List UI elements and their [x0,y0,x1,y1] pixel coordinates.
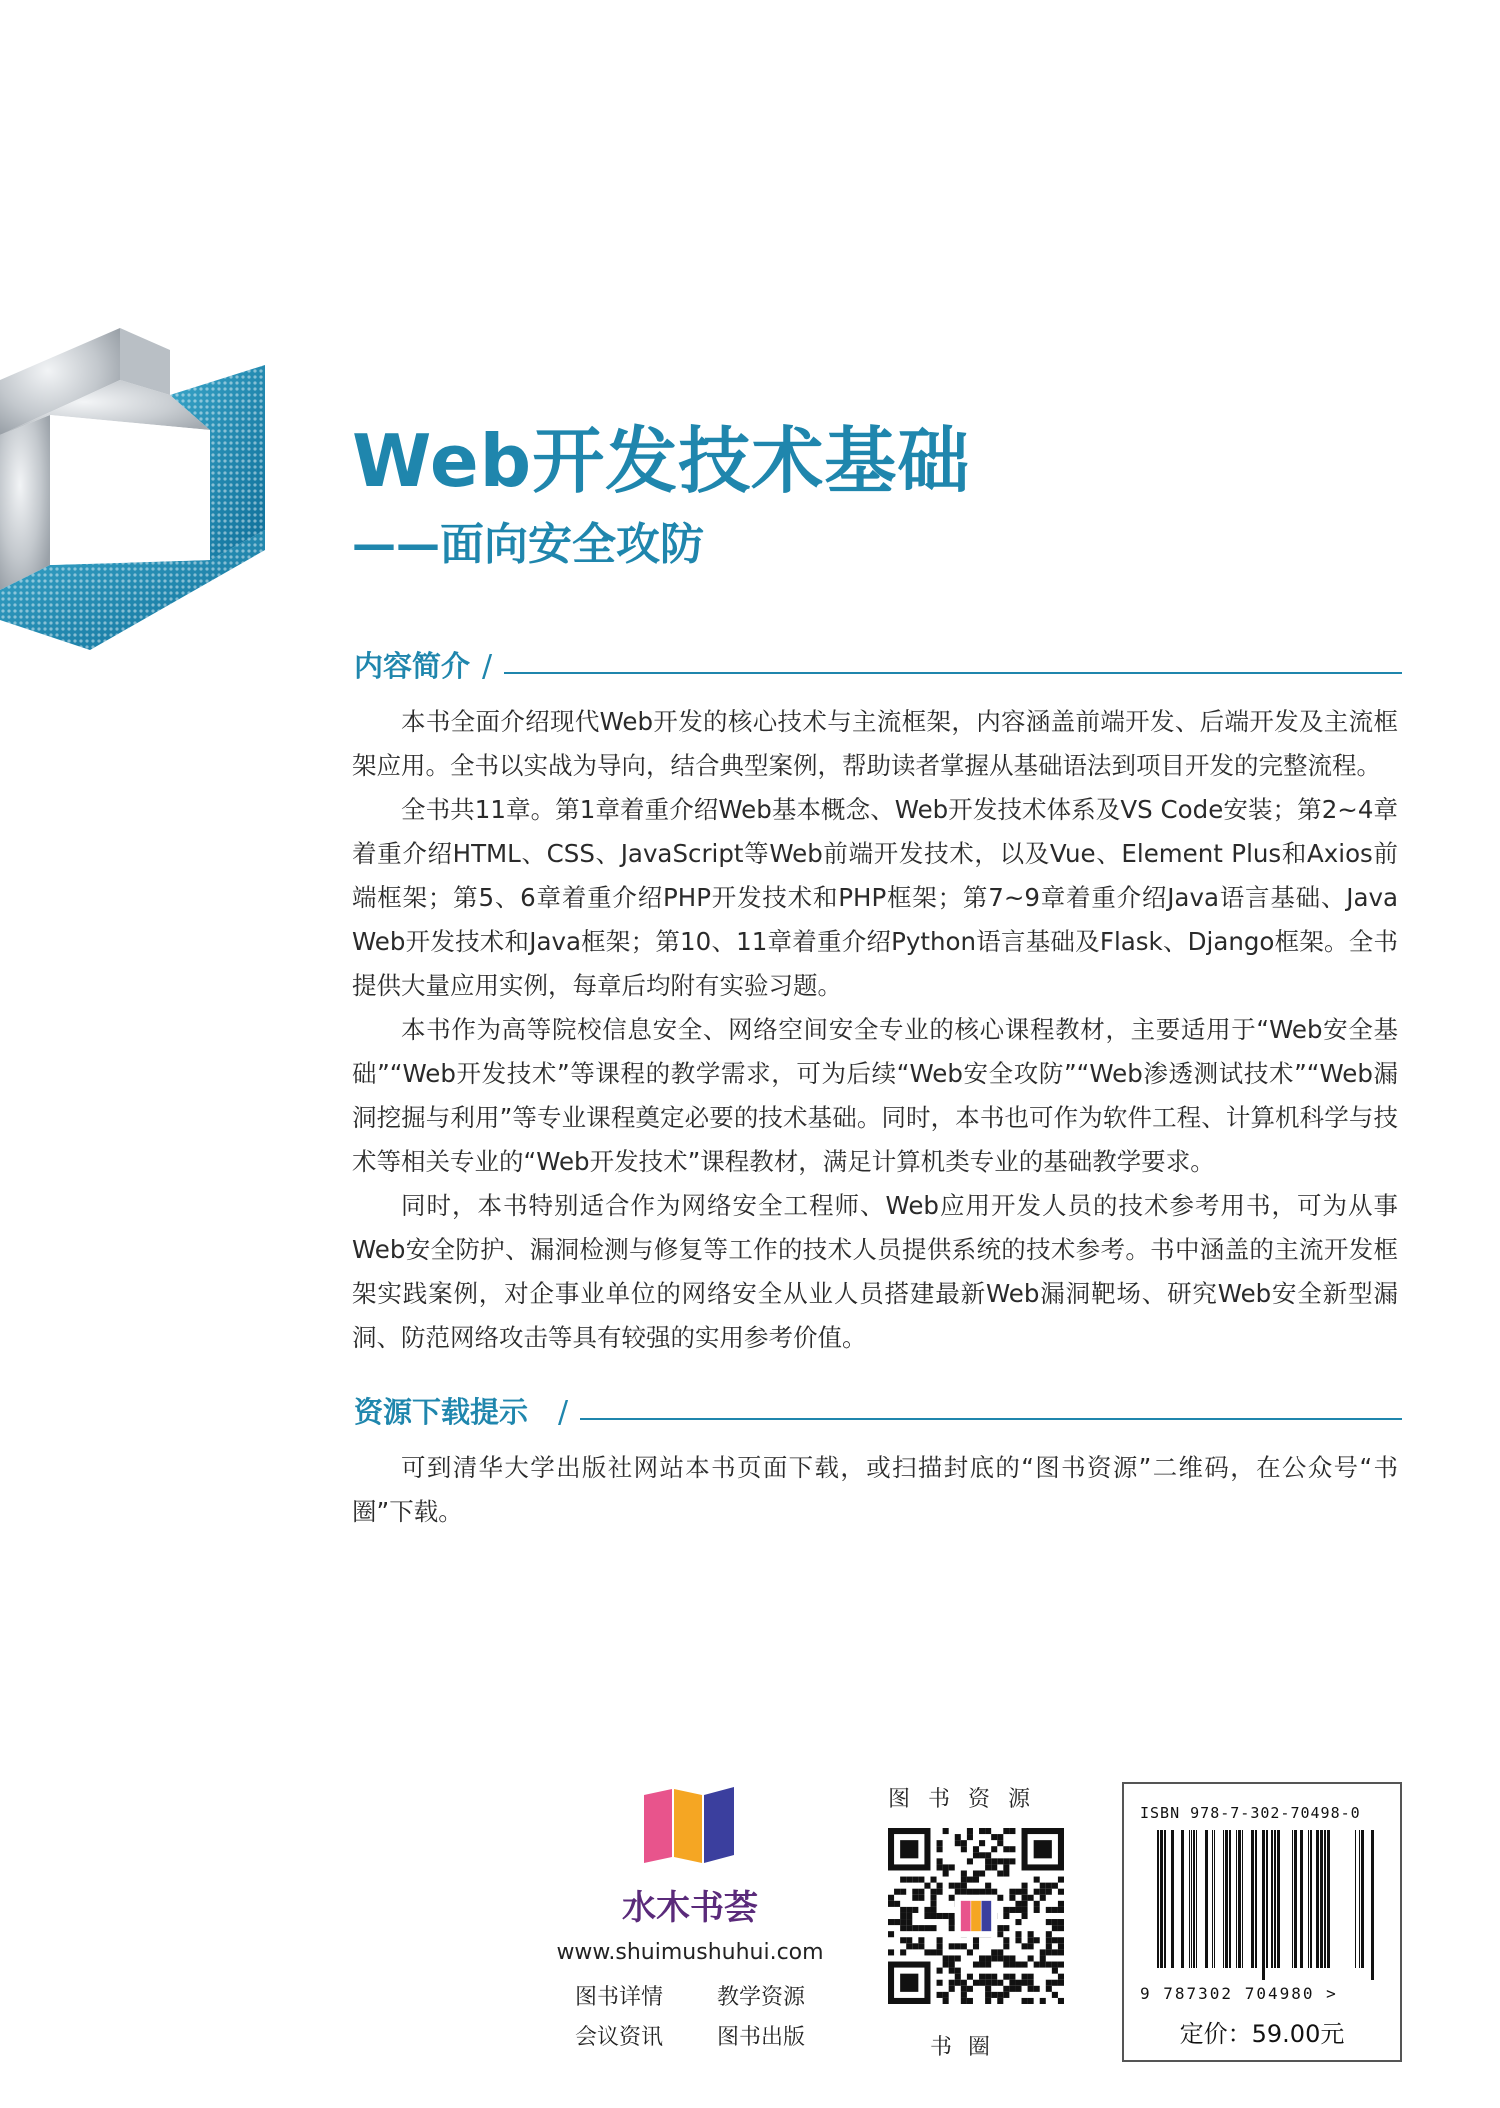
barcode-icon [1142,1830,1378,1980]
qr-title: 图书资源 [888,1787,1049,1812]
publisher-links-row [575,2020,805,2051]
divider-line [504,672,1402,674]
download-body [352,1446,1398,1534]
link-book-publishing: 图书出版 [716,2025,805,2050]
book-subtitle: ——面向安全攻防 [352,519,704,570]
hexagon-art-icon [0,320,270,660]
book-title: Web开发技术基础 [352,419,971,503]
paragraph: 同时，本书特别适合作为网络安全工程师、Web应用开发人员的技术参考用书，可为从事Web安全防护、漏洞检测与修复等工作的技术人员提供系统的技术参考。书中涵盖的主流开发框架实践案例，对企事业单位的网络安全从业人员搭建最新Web漏洞靶场、研究Web安全新型漏洞、防范网络攻击等具有较强的实用参考价值。 [352,1191,1398,1352]
publisher-name: 水木书荟 [622,1888,758,1928]
divider-line [580,1418,1402,1420]
link-teaching-resources: 教学资源 [716,1985,805,2010]
paragraph: 可到清华大学出版社网站本书页面下载，或扫描封底的“图书资源”二维码，在公众号“书圈”下载。 [352,1453,1398,1526]
link-conference-news: 会议资讯 [575,2025,664,2050]
slash-divider-icon: / [482,649,493,684]
section-label: 资源下载提示 [354,1395,529,1429]
slash-divider-icon: / [558,1395,569,1430]
book-logo-icon [640,1785,740,1865]
section-label: 内容简介 [354,649,471,683]
publisher-links-row [575,1980,805,2011]
paragraph: 本书作为高等院校信息安全、网络空间安全专业的核心课程教材，主要适用于“Web安全基础”“Web开发技术”等课程的教学需求，可为后续“Web安全攻防”“Web渗透测试技术”“Web漏洞挖掘与利用”等专业课程奠定必要的技术基础。同时，本书也可作为软件工程、计算机科学与技术等相关专业的“Web开发技术”课程教材，满足计算机类专业的基础教学要求。 [352,1015,1398,1176]
paragraph: 全书共11章。第1章着重介绍Web基本概念、Web开发技术体系及VS Code安装；第2~4章着重介绍HTML、CSS、JavaScript等Web前端开发技术，以及Vue、Element Plus和Axios前端框架；第5、6章着重介绍PHP开发技术和PHP框架；第7~9章着重介绍Java语言基础、Java Web开发技术和Java框架；第10、11章着重介绍Python语言基础及Flask、Django框架。全书提供大量应用实例，每章后均附有实验习题。 [352,795,1398,1000]
qr-footer: 书圈 [930,2035,1007,2060]
section-heading-download [352,1392,1402,1436]
isbn-text: ISBN 978-7-302-70498-0 [1140,1804,1361,1822]
section-heading-intro [352,646,1402,690]
qr-code-icon [888,1828,1064,2004]
intro-body [352,700,1398,1360]
price: 定价：59.00元 [1179,2020,1345,2048]
publisher-website: www.shuimushuhui.com [556,1940,824,1965]
paragraph: 本书全面介绍现代Web开发的核心技术与主流框架，内容涵盖前端开发、后端开发及主流框架应用。全书以实战为导向，结合典型案例，帮助读者掌握从基础语法到项目开发的完整流程。 [352,707,1398,780]
link-book-details: 图书详情 [575,1985,664,2010]
isbn-box [1122,1782,1402,2062]
isbn-digits: 9 787302 704980 > [1140,1984,1338,2003]
